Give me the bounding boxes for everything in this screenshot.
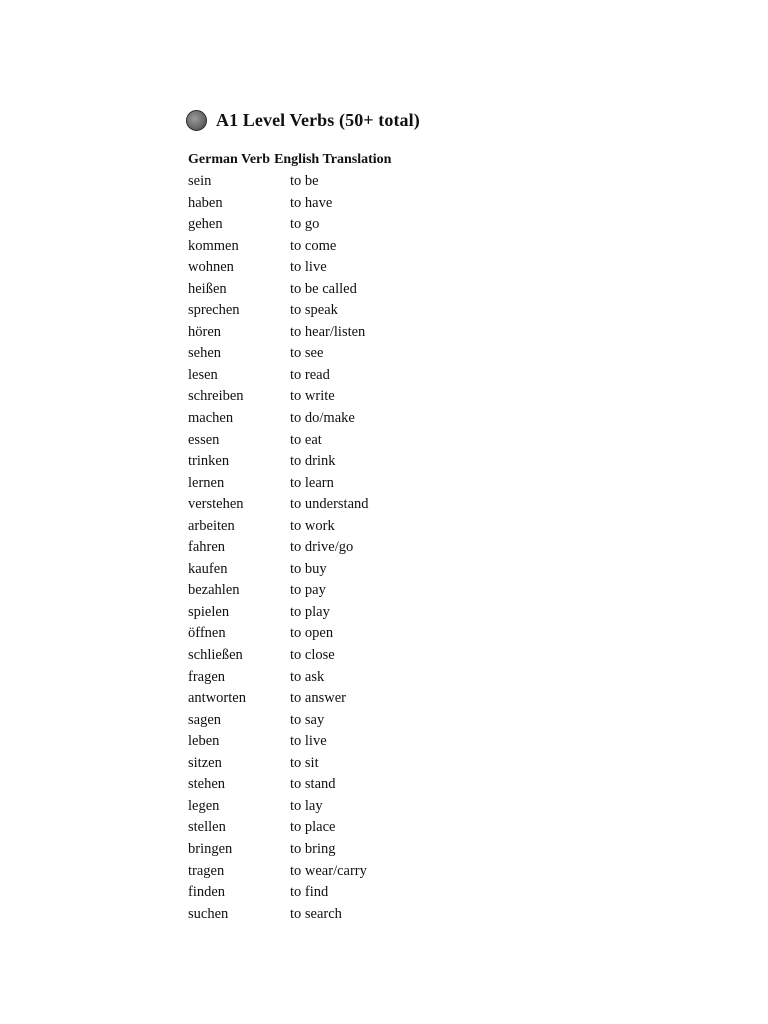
german-verb: gehen: [188, 216, 223, 233]
bullet-icon: [186, 110, 207, 131]
english-translation: to bring: [290, 840, 336, 857]
german-verb: finden: [188, 884, 226, 901]
german-verb: hören: [188, 323, 222, 340]
german-verb: stellen: [188, 819, 226, 836]
german-verb: heißen: [188, 280, 227, 297]
german-verb: sitzen: [188, 754, 222, 771]
verb-row: [188, 817, 605, 839]
german-verb: suchen: [188, 905, 229, 922]
english-translation: to read: [290, 366, 330, 383]
verb-row: [188, 710, 605, 732]
verb-row: [188, 214, 605, 236]
english-translation: to sit: [290, 754, 319, 771]
german-verb: bringen: [188, 840, 233, 857]
verb-row: [188, 559, 605, 581]
german-verb: legen: [188, 797, 220, 814]
english-translation: to drive/go: [290, 539, 354, 556]
german-verb: schreiben: [188, 388, 244, 405]
english-translation: to live: [290, 259, 327, 276]
english-translation: to come: [290, 237, 337, 254]
verb-row: [188, 494, 605, 516]
verb-row: [188, 408, 605, 430]
column-headers: [188, 149, 605, 171]
page-title: A1 Level Verbs (50+ total): [216, 109, 420, 130]
english-translation: to speak: [290, 302, 338, 319]
column-header-english: English Translation: [274, 152, 392, 167]
verb-row: [188, 645, 605, 667]
english-translation: to do/make: [290, 410, 355, 427]
english-translation: to write: [290, 388, 335, 405]
german-verb: machen: [188, 410, 234, 427]
german-verb: leben: [188, 733, 220, 750]
german-verb: sein: [188, 173, 212, 189]
german-verb: lesen: [188, 366, 218, 383]
verb-row: [188, 322, 605, 344]
german-verb: bezahlen: [188, 582, 240, 599]
german-verb: fahren: [188, 539, 226, 556]
english-translation: to eat: [290, 431, 322, 448]
english-translation: to live: [290, 733, 327, 750]
english-translation: to understand: [290, 496, 369, 513]
verb-row: [188, 580, 605, 602]
verb-row: [188, 602, 605, 624]
english-translation: to buy: [290, 560, 327, 577]
verb-row: [188, 774, 605, 796]
verb-row: [188, 473, 605, 495]
german-verb: trinken: [188, 453, 230, 470]
verb-row: [188, 343, 605, 365]
verb-row: [188, 430, 605, 452]
english-translation: to search: [290, 905, 342, 922]
german-verb: spielen: [188, 603, 230, 620]
verb-row: [188, 861, 605, 883]
german-verb: fragen: [188, 668, 226, 685]
verb-row: [188, 279, 605, 301]
german-verb: sagen: [188, 711, 222, 728]
english-translation: to find: [290, 884, 329, 901]
english-translation: to lay: [290, 797, 323, 814]
verb-row: [188, 300, 605, 322]
section-heading: [185, 106, 605, 134]
german-verb: lernen: [188, 474, 225, 491]
verb-row: [188, 537, 605, 559]
english-translation: to play: [290, 603, 330, 620]
verb-row: [188, 882, 605, 904]
verb-row: [188, 365, 605, 387]
german-verb: wohnen: [188, 259, 234, 276]
english-translation: to learn: [290, 474, 334, 491]
verb-row: [188, 257, 605, 279]
english-translation: to pay: [290, 582, 326, 599]
english-translation: to open: [290, 625, 334, 642]
english-translation: to wear/carry: [290, 862, 367, 879]
verb-row: [188, 667, 605, 689]
english-translation: to go: [290, 216, 320, 233]
german-verb: essen: [188, 431, 220, 448]
english-translation: to be called: [290, 280, 357, 297]
verb-row: [188, 193, 605, 215]
verb-row: [188, 451, 605, 473]
english-translation: to stand: [290, 776, 336, 793]
german-verb: öffnen: [188, 625, 226, 642]
verb-row: [188, 796, 605, 818]
english-translation: to close: [290, 647, 335, 664]
german-verb: haben: [188, 194, 223, 211]
verb-row: [188, 386, 605, 408]
verb-row: [188, 623, 605, 645]
verb-row: [188, 839, 605, 861]
german-verb: schließen: [188, 647, 243, 664]
column-header-german: German Verb: [188, 152, 271, 167]
document: [185, 106, 605, 925]
german-verb: antworten: [188, 690, 246, 707]
english-translation: to be: [290, 173, 319, 189]
german-verb: kaufen: [188, 560, 228, 577]
verb-row: [188, 731, 605, 753]
english-translation: to say: [290, 711, 325, 728]
english-translation: to have: [290, 194, 333, 211]
german-verb: kommen: [188, 237, 239, 254]
verb-row: [188, 753, 605, 775]
verb-row: [188, 904, 605, 926]
verb-row: [188, 516, 605, 538]
verb-row: [188, 688, 605, 710]
verb-row: [188, 236, 605, 258]
german-verb: stehen: [188, 776, 226, 793]
german-verb: sprechen: [188, 302, 240, 319]
german-verb: verstehen: [188, 496, 244, 513]
english-translation: to see: [290, 345, 324, 362]
german-verb: sehen: [188, 345, 222, 362]
verb-list: [188, 171, 605, 925]
english-translation: to work: [290, 517, 335, 534]
english-translation: to place: [290, 819, 336, 836]
verb-row: [188, 171, 605, 193]
german-verb: tragen: [188, 862, 225, 879]
english-translation: to ask: [290, 668, 325, 685]
english-translation: to hear/listen: [290, 323, 366, 340]
english-translation: to drink: [290, 453, 336, 470]
german-verb: arbeiten: [188, 517, 235, 534]
english-translation: to answer: [290, 690, 346, 707]
